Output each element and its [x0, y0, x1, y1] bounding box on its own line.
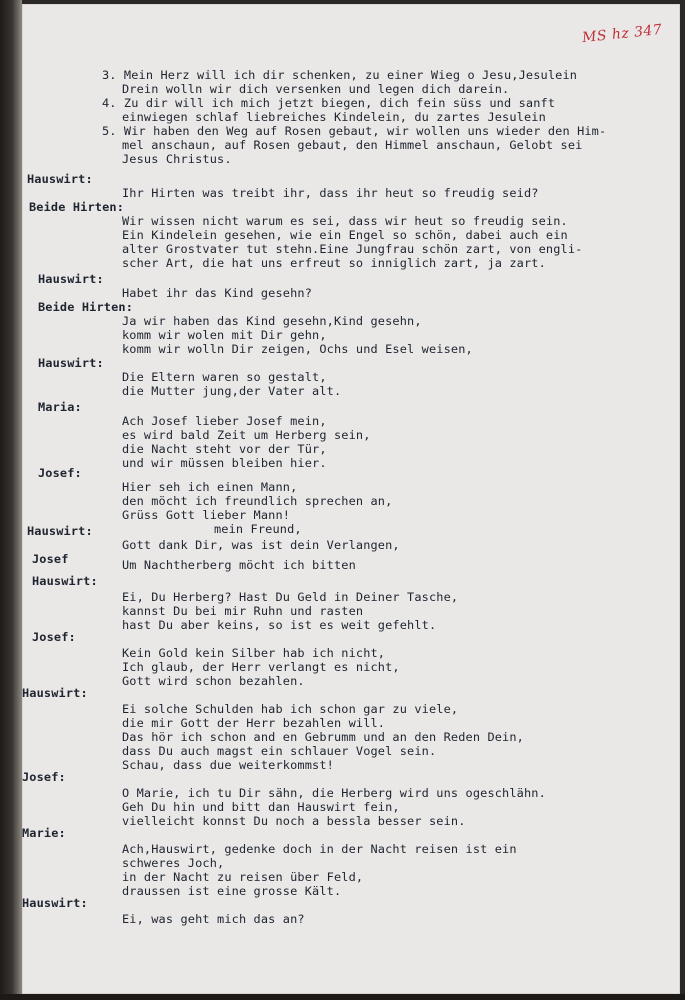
dialogue-line: komm wir wolen mit Dir gehn,	[122, 328, 327, 342]
dialogue-line: draussen ist eine grosse Kält.	[122, 884, 342, 898]
dialogue-line: kannst Du bei mir Ruhn und rasten	[122, 604, 364, 618]
dialogue-line: vielleicht konnst Du noch a bessla besser sein.	[122, 814, 466, 828]
dialogue-line: Grüss Gott lieber Mann!	[122, 508, 291, 522]
speaker-label: Beide Hirten:	[29, 200, 125, 214]
dialogue-line: Ei solche Schulden hab ich schon gar zu viele,	[122, 702, 459, 716]
dialogue-line: schweres Joch,	[122, 856, 225, 870]
verse-line: 3. Mein Herz will ich dir schenken, zu einer Wieg o Jesu,Jesulein	[102, 68, 578, 82]
dialogue-line: die mir Gott der Herr bezahlen will.	[122, 716, 386, 730]
speaker-label: Josef:	[38, 466, 82, 480]
verse-line: Jesus Christus.	[122, 152, 232, 166]
dialogue-line: Ach,Hauswirt, gedenke doch in der Nacht reisen ist ein	[122, 842, 517, 856]
dialogue-line: Hier seh ich einen Mann,	[122, 480, 298, 494]
dialogue-line: Ich glaub, der Herr verlangt es nicht,	[122, 660, 400, 674]
dialogue-line: Ja wir haben das Kind gesehn,Kind gesehn,	[122, 314, 422, 328]
dialogue-line: die Mutter jung,der Vater alt.	[122, 384, 342, 398]
dialogue-line: Um Nachtherberg möcht ich bitten	[122, 558, 356, 572]
speaker-label: Josef	[32, 552, 69, 566]
speaker-label: Hauswirt:	[27, 172, 93, 186]
verse-line: 5. Wir haben den Weg auf Rosen gebaut, wir wollen uns wieder den Him-	[102, 124, 607, 138]
dialogue-line: Geh Du hin und bitt dan Hauswirt fein,	[122, 800, 400, 814]
dialogue-line: und wir müssen bleiben hier.	[122, 456, 327, 470]
dialogue-line: Ein Kindelein gesehen, wie ein Engel so schön, dabei auch ein	[122, 228, 568, 242]
speaker-label: Josef:	[32, 630, 76, 644]
speaker-label: Hauswirt:	[22, 896, 88, 910]
dialogue-line: Schau, dass due weiterkommst!	[122, 758, 334, 772]
dialogue-line: Das hör ich schon and en Gebrumm und an den Reden Dein,	[122, 730, 524, 744]
dialogue-line: Wir wissen nicht warum es sei, dass wir heut so freudig sein.	[122, 214, 568, 228]
speaker-label: Marie:	[22, 826, 66, 840]
verse-line: 4. Zu dir will ich mich jetzt biegen, dich fein süss und sanft	[102, 96, 556, 110]
dialogue-line: dass Du auch magst ein schlauer Vogel sein.	[122, 744, 437, 758]
archive-shelfmark: MS hz 347	[581, 21, 664, 47]
dialogue-line: Habet ihr das Kind gesehn?	[122, 286, 313, 300]
scan-border	[0, 994, 685, 1000]
verse-line: Drein wolln wir dich versenken und legen dich darein.	[122, 82, 510, 96]
dialogue-line: mein Freund,	[214, 522, 302, 536]
verse-line: einwiegen schlaf liebreiches Kindelein, du zartes Jesulein	[122, 110, 546, 124]
speaker-label: Hauswirt:	[27, 524, 93, 538]
dialogue-line: komm wir wolln Dir zeigen, Ochs und Esel weisen,	[122, 342, 473, 356]
dialogue-line: die Nacht steht vor der Tür,	[122, 442, 327, 456]
dialogue-line: scher Art, die hat uns erfreut so inniglich zart, ja zart.	[122, 256, 546, 270]
dialogue-line: Ei, Du Herberg? Hast Du Geld in Deiner Tasche,	[122, 590, 459, 604]
speaker-label: Hauswirt:	[22, 686, 88, 700]
speaker-label: Josef:	[22, 770, 66, 784]
speaker-label: Hauswirt:	[38, 272, 104, 286]
speaker-label: Hauswirt:	[32, 574, 98, 588]
speaker-label: Hauswirt:	[38, 356, 104, 370]
dialogue-line: Ach Josef lieber Josef mein,	[122, 414, 327, 428]
adjacent-page-edge	[0, 0, 22, 1000]
dialogue-line: Ei, was geht mich das an?	[122, 912, 305, 926]
dialogue-line: Die Eltern waren so gestalt,	[122, 370, 327, 384]
dialogue-line: Ihr Hirten was treibt ihr, dass ihr heut so freudig seid?	[122, 186, 539, 200]
dialogue-line: es wird bald Zeit um Herberg sein,	[122, 428, 371, 442]
dialogue-line: alter Grostvater tut stehn.Eine Jungfrau schön zart, von engli-	[122, 242, 583, 256]
speaker-label: Maria:	[38, 400, 82, 414]
dialogue-line: in der Nacht zu reisen über Feld,	[122, 870, 364, 884]
verse-line: mel anschaun, auf Rosen gebaut, den Himmel anschaun, Gelobt sei	[122, 138, 583, 152]
dialogue-line: Gott wird schon bezahlen.	[122, 674, 305, 688]
dialogue-line: den möcht ich freundlich sprechen an,	[122, 494, 393, 508]
dialogue-line: Gott dank Dir, was ist dein Verlangen,	[122, 538, 400, 552]
speaker-label: Beide Hirten:	[38, 300, 134, 314]
dialogue-line: Kein Gold kein Silber hab ich nicht,	[122, 646, 386, 660]
dialogue-line: O Marie, ich tu Dir sähn, die Herberg wird uns ogeschlähn.	[122, 786, 546, 800]
dialogue-line: hast Du aber keins, so ist es weit gefehlt.	[122, 618, 437, 632]
